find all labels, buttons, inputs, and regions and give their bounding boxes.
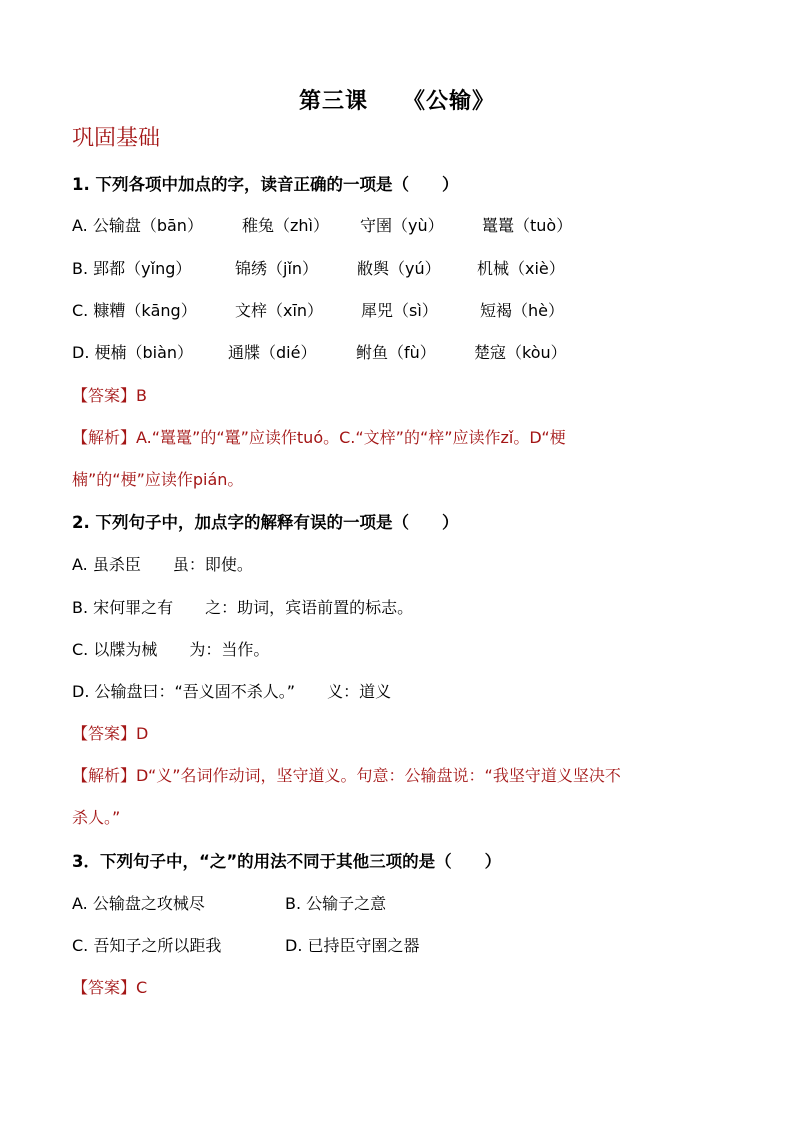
q1-option-c-1: C. 糠糟（kāng） <box>72 301 197 320</box>
q2-answer: 【答案】D <box>72 724 149 743</box>
q1-option-c <box>72 298 564 321</box>
question-3: 3．下列句子中，“之”的用法不同于其他三项的是（ ） <box>72 852 502 871</box>
q1-option-b <box>72 256 565 279</box>
q1-answer: 【答案】B <box>72 386 147 405</box>
q1-option-a-4: 鼍鼍（tuò） <box>482 216 573 235</box>
q1-option-b-2: 锦绣（jǐn） <box>235 259 319 278</box>
q1-option-d-2: 通牒（dié） <box>228 343 317 362</box>
q3-option-a: A. 公输盘之攻械尽 <box>72 894 205 913</box>
q3-options-row-1 <box>72 891 386 914</box>
q3-answer: 【答案】C <box>72 978 148 997</box>
q2-analysis-line-2: 杀人。” <box>72 808 121 827</box>
q3-options-row-2 <box>72 933 420 956</box>
q1-option-d-1: D. 梗楠（biàn） <box>72 343 194 362</box>
q1-option-b-4: 机械（xiè） <box>477 259 565 278</box>
q1-option-d-4: 楚寇（kòu） <box>474 343 567 362</box>
section-heading: 巩固基础 <box>72 126 161 151</box>
q3-option-d: D. 已持臣守圉之器 <box>285 936 420 955</box>
q1-option-a <box>72 213 572 236</box>
q3-option-b: B. 公输子之意 <box>285 894 387 913</box>
q2-option-c: C. 以牒为械 为：当作。 <box>72 640 270 659</box>
q2-option-b: B. 宋何罪之有 之：助词，宾语前置的标志。 <box>72 598 414 617</box>
q1-option-c-2: 文梓（xīn） <box>235 301 324 320</box>
q2-option-a: A. 虽杀臣 虽：即使。 <box>72 555 253 574</box>
q1-option-a-1: A. 公输盘（bān） <box>72 216 203 235</box>
q1-analysis-line-2: 楠”的“梗”应读作pián。 <box>72 470 244 489</box>
q1-option-a-3: 守圉（yù） <box>360 216 444 235</box>
q1-analysis-line-1: 【解析】A.“鼍鼍”的“鼍”应读作tuó。C.“文梓”的“梓”应读作zǐ。D“梗 <box>72 428 566 447</box>
q1-option-a-2: 稚兔（zhì） <box>242 216 329 235</box>
question-2: 2. 下列句子中，加点字的解释有误的一项是（ ） <box>72 513 459 532</box>
q3-option-c: C. 吾知子之所以距我 <box>72 936 222 955</box>
lesson-title: 第三课 《公输》 <box>298 89 495 114</box>
q1-option-d-3: 鲋鱼（fù） <box>356 343 436 362</box>
q1-option-d <box>72 340 567 363</box>
q1-option-b-3: 敝舆（yú） <box>357 259 441 278</box>
q2-option-d: D. 公输盘曰：“吾义固不杀人。” 义：道义 <box>72 682 392 701</box>
q1-option-c-3: 犀兕（sì） <box>361 301 438 320</box>
q1-option-b-1: B. 郢都（yǐng） <box>72 259 192 278</box>
question-1: 1. 下列各项中加点的字，读音正确的一项是（ ） <box>72 175 459 194</box>
q2-analysis-line-1: 【解析】D“义”名词作动词，坚守道义。句意：公输盘说：“我坚守道义坚决不 <box>72 766 621 785</box>
q1-option-c-4: 短褐（hè） <box>480 301 564 320</box>
